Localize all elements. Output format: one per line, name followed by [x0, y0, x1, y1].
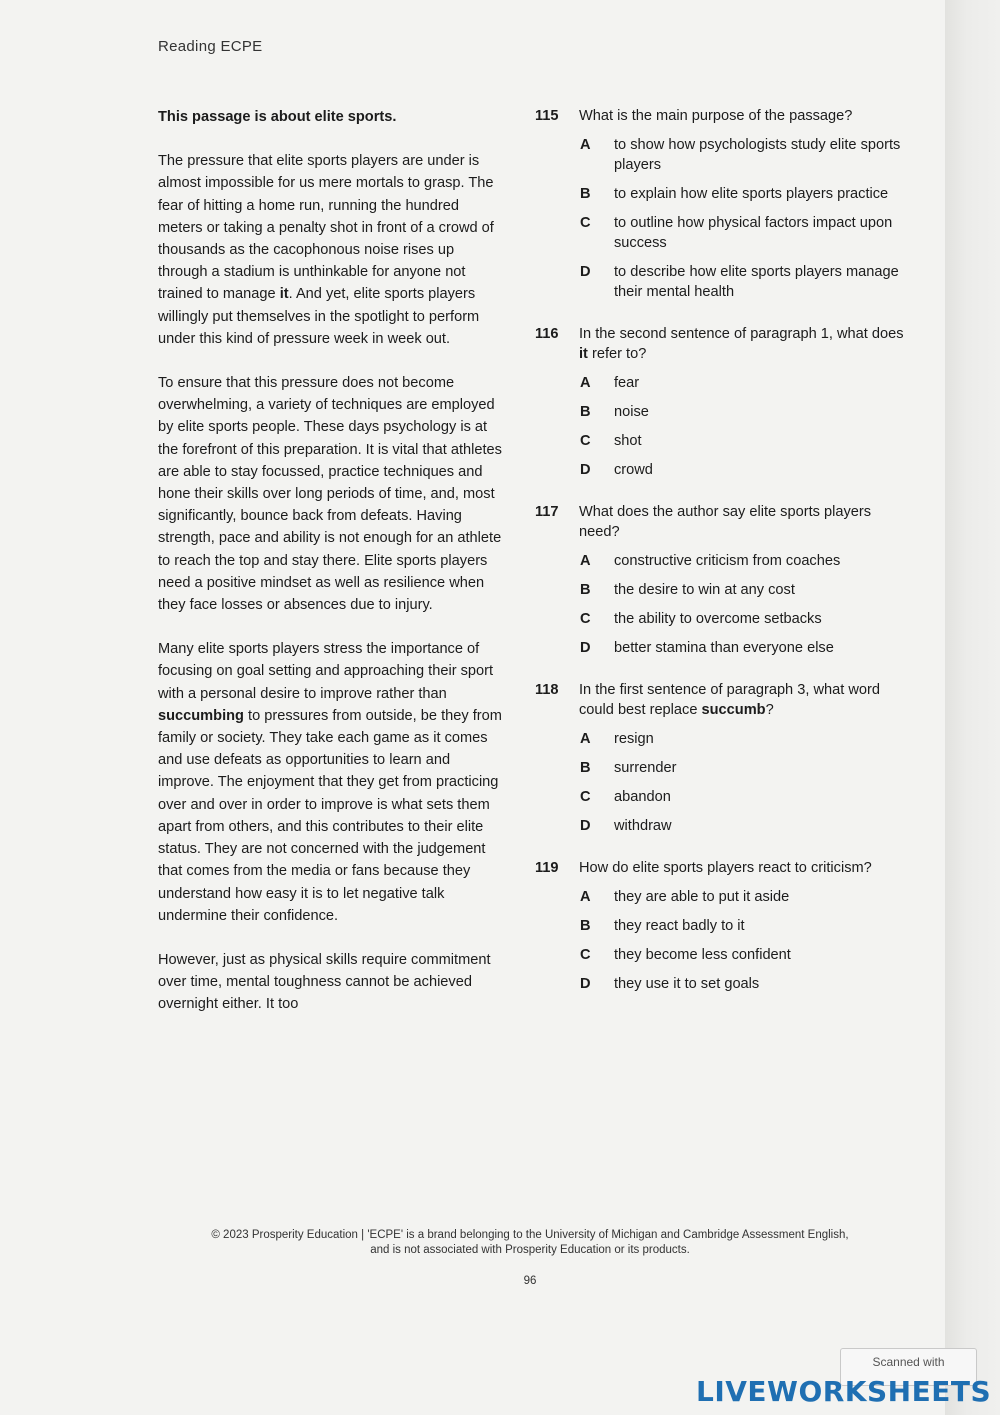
option-b[interactable]: B to explain how elite sports players practice [580, 186, 889, 202]
question-list [535, 106, 905, 1016]
passage-paragraph-1: The pressure that elite sports players are under is almost impossible for us mere mortals to grasp. The fear of hitting a home run, running the hundred meters or taking a penalty shot in front of a crowd of thousands as the cacophonous noise rises up through a stadium is unthinkable for anyone not trained to manage it. And yet, elite sports players willingly put themselves in the spotlight to perform under this kind of pressure week in week out. [158, 153, 494, 347]
option-d[interactable]: D crowd [580, 462, 653, 478]
question-text: In the first sentence of paragraph 3, what word could best replace succumb? [579, 682, 880, 718]
option-b[interactable]: B they react badly to it [580, 918, 745, 934]
option-d[interactable]: D to describe how elite sports players manage their mental health [580, 264, 899, 300]
option-d[interactable]: D withdraw [580, 818, 672, 834]
copyright-line-2: and is not associated with Prosperity Education or its products. [370, 1244, 690, 1256]
question-text: How do elite sports players react to criticism? [579, 860, 872, 876]
option-b[interactable]: B the desire to win at any cost [580, 582, 795, 598]
question-number: 118 [535, 682, 559, 698]
option-a[interactable]: A fear [580, 375, 640, 391]
option-a[interactable]: A resign [580, 731, 654, 747]
option-b[interactable]: B surrender [580, 760, 677, 776]
question-119 [535, 858, 905, 994]
option-d[interactable]: D better stamina than everyone else [580, 640, 834, 656]
option-d[interactable]: D they use it to set goals [580, 976, 760, 992]
option-a[interactable]: A they are able to put it aside [580, 889, 790, 905]
question-117 [535, 502, 905, 658]
question-text: What is the main purpose of the passage? [579, 108, 853, 124]
option-c[interactable]: C shot [580, 433, 642, 449]
question-text: In the second sentence of paragraph 1, what does it refer to? [579, 326, 904, 362]
page-edge-shadow [945, 0, 1000, 1415]
passage-paragraph-2: To ensure that this pressure does not become overwhelming, a variety of techniques are employed by elite sports people. These days psychology is at the forefront of this preparation. It is vital that athletes are able to stay focussed, practice techniques and hone their skills over long periods of time, and, most significantly, bounce back from defeats. Having strength, pace and ability is not enough for an athlete to reach the top and stay there. Elite sports players need a positive mindset as well as resilience when they face losses or absences due to injury. [158, 375, 502, 614]
passage-paragraph-4: However, just as physical skills require commitment over time, mental toughness cannot be achieved overnight either. It too [158, 951, 491, 1013]
question-number: 115 [535, 108, 559, 124]
question-115 [535, 106, 905, 302]
liveworksheets-logo-icon [690, 1379, 692, 1403]
page-header: Reading ECPE [158, 38, 263, 55]
option-b[interactable]: B noise [580, 404, 649, 420]
option-a[interactable]: A to show how psychologists study elite sports players [580, 137, 901, 173]
question-118 [535, 680, 905, 836]
question-number: 117 [535, 504, 559, 520]
option-c[interactable]: C the ability to overcome setbacks [580, 611, 822, 627]
scanner-badge: Scanned with [840, 1348, 977, 1386]
question-text: What does the author say elite sports players need? [579, 504, 872, 540]
liveworksheets-logo[interactable] [690, 1372, 990, 1410]
copyright-line-1: © 2023 Prosperity Education | 'ECPE' is a brand belonging to the University of Michigan and Cambridge Assessment English, [211, 1229, 849, 1241]
copyright-footer [120, 1228, 940, 1258]
page-number: 96 [523, 1275, 537, 1287]
option-a[interactable]: A constructive criticism from coaches [580, 553, 841, 569]
question-number: 116 [535, 326, 559, 342]
question-number: 119 [535, 860, 559, 876]
liveworksheets-wordmark: LIVEWORKSHEETS [696, 1374, 992, 1408]
option-c[interactable]: C they become less confident [580, 947, 791, 963]
question-116 [535, 324, 905, 480]
passage-intro: This passage is about elite sports. [158, 109, 397, 125]
option-c[interactable]: C to outline how physical factors impact upon success [580, 215, 893, 251]
reading-passage [158, 106, 503, 1038]
option-c[interactable]: C abandon [580, 789, 671, 805]
passage-paragraph-3: Many elite sports players stress the importance of focusing on goal setting and approaching their sport with a personal desire to improve rather than succumbing to pressures from outside, be they from family or society. They take each game as it comes and use defeats as opportunities to learn and improve. The enjoyment that they get from practicing over and over in order to improve is what sets them apart from others, and this contributes to their elite status. They are not concerned with the judgement that comes from the media or fans because they understand how easy it is to let negative talk undermine their confidence. [158, 641, 502, 924]
